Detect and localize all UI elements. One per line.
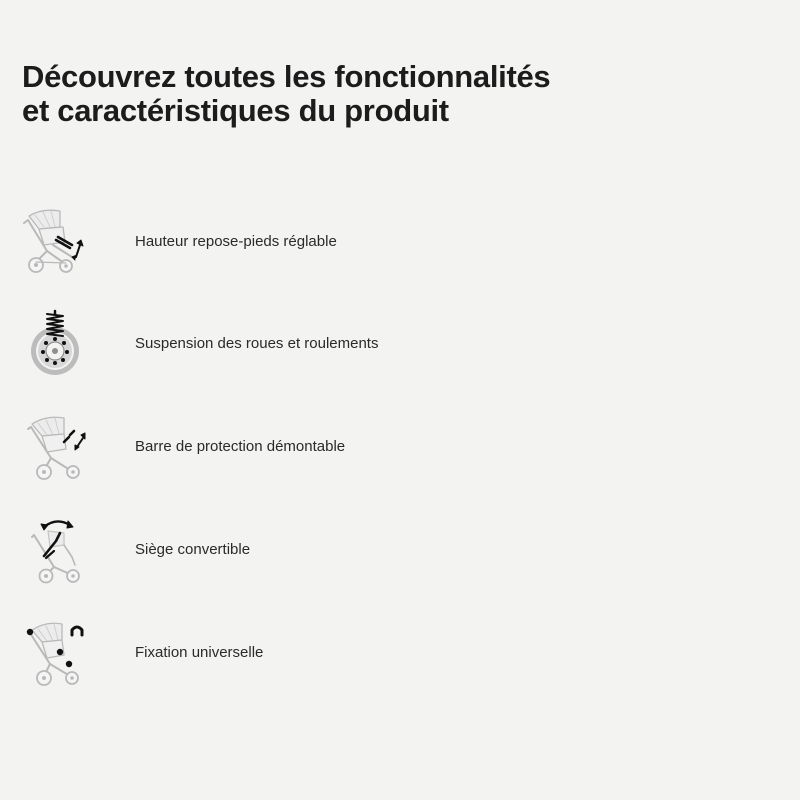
feature-label: Fixation universelle bbox=[135, 644, 264, 661]
stroller-reversible-seat-icon bbox=[20, 515, 90, 585]
feature-label: Suspension des roues et roulements bbox=[135, 335, 379, 352]
wheel-suspension-icon bbox=[20, 309, 90, 379]
page-title-line-2: et caractéristiques du produit bbox=[22, 93, 449, 128]
stroller-bumper-bar-icon bbox=[20, 412, 90, 482]
feature-label: Siège convertible bbox=[135, 541, 251, 558]
feature-item-bumper-bar bbox=[20, 412, 620, 482]
stroller-footrest-height-icon bbox=[20, 207, 90, 277]
feature-label: Barre de protection démontable bbox=[135, 438, 346, 455]
feature-label: Hauteur repose-pieds réglable bbox=[135, 233, 337, 250]
feature-item-footrest bbox=[20, 207, 620, 277]
feature-item-convertible-seat bbox=[20, 515, 620, 585]
page-title-line-1: Découvrez toutes les fonctionnalités bbox=[22, 59, 551, 94]
feature-item-universal-adapter bbox=[20, 618, 620, 688]
feature-item-suspension bbox=[20, 309, 620, 379]
stroller-universal-adapter-icon bbox=[20, 618, 90, 688]
